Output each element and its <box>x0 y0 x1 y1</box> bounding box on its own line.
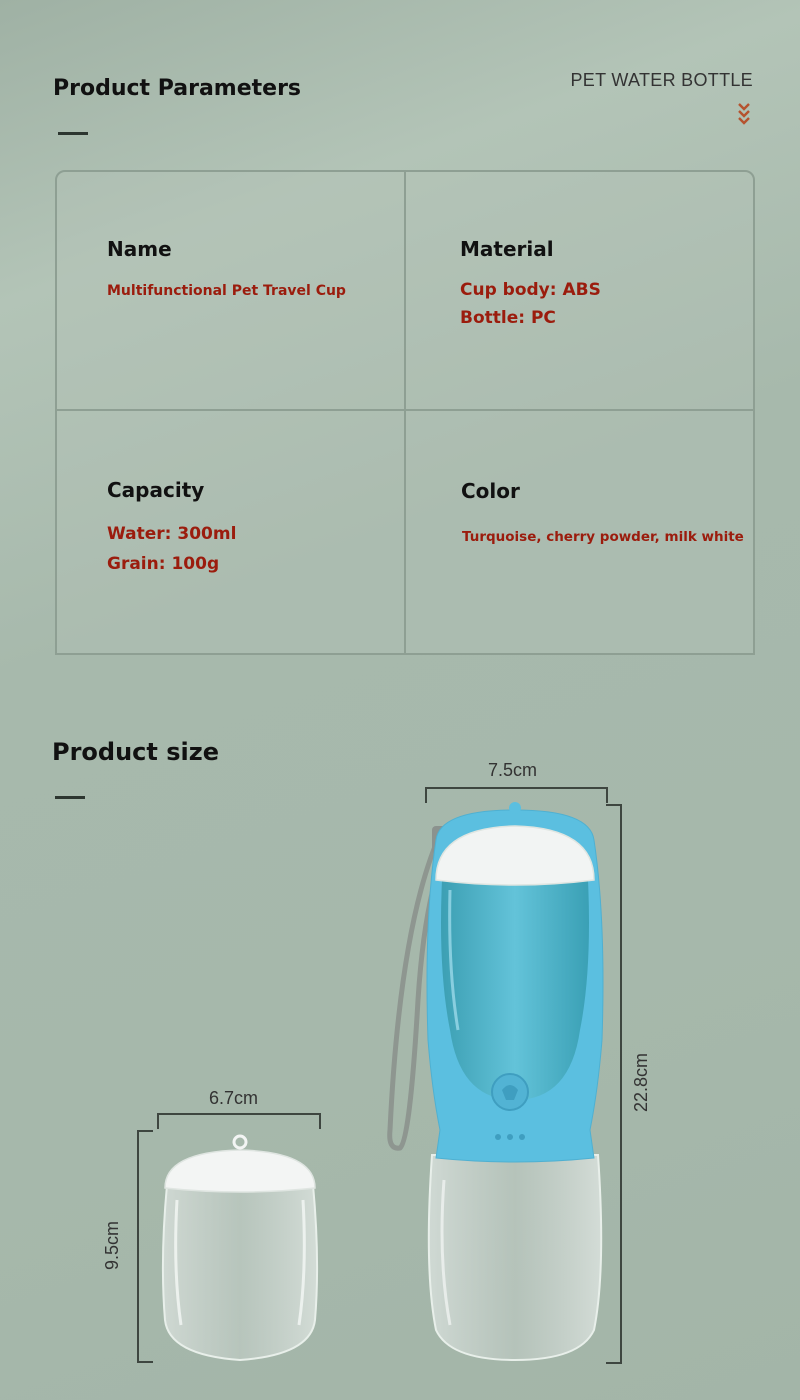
small-height-label: 9.5cm <box>102 1220 123 1271</box>
cell-name <box>107 237 346 299</box>
table-divider-horizontal <box>55 409 753 411</box>
cell-value: Multifunctional Pet Travel Cup <box>107 283 346 299</box>
cell-capacity <box>107 478 236 574</box>
large-height-label: 22.8cm <box>631 1052 652 1113</box>
size-title: Product size <box>52 738 219 766</box>
cell-material <box>460 237 601 328</box>
cell-value: Water: 300ml <box>107 524 237 544</box>
large-bottle-image <box>380 800 620 1375</box>
params-title-underline <box>58 132 88 135</box>
cell-value: Bottle: PC <box>460 308 556 328</box>
cell-label: Color <box>461 479 520 503</box>
small-cup-image <box>155 1130 325 1370</box>
table-divider-vertical <box>404 170 406 653</box>
cell-value: Cup body: ABS <box>460 280 601 300</box>
small-width-label: 6.7cm <box>209 1088 259 1108</box>
small-width-bracket <box>157 1113 321 1129</box>
cell-value: Grain: 100g <box>107 554 220 574</box>
cell-label: Material <box>460 237 554 261</box>
large-width-label: 7.5cm <box>488 760 538 780</box>
cell-label: Name <box>107 237 172 261</box>
cell-label: Capacity <box>107 478 205 502</box>
double-chevron-down-icon <box>736 100 752 135</box>
params-title: Product Parameters <box>53 76 302 101</box>
size-title-underline <box>55 796 85 799</box>
cell-value: Turquoise, cherry powder, milk white <box>462 529 744 545</box>
cell-color <box>461 479 744 545</box>
tag-label: PET WATER BOTTLE <box>570 70 753 90</box>
small-height-bracket <box>137 1130 153 1363</box>
